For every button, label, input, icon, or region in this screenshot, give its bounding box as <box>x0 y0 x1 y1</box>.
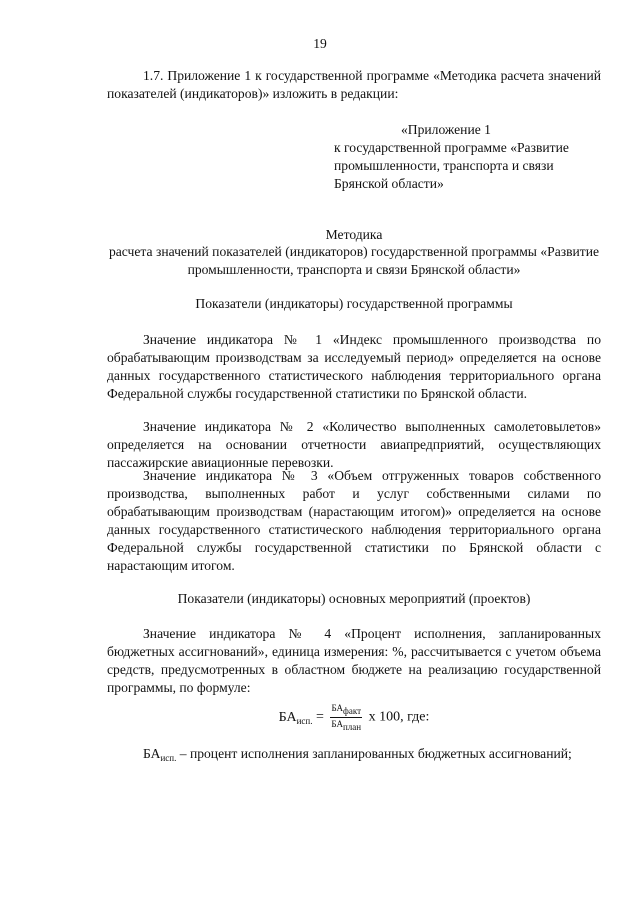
appendix-line: к государственной программе «Развитие <box>334 140 569 155</box>
formula-numerator: $БА_{факт}$ <box>331 703 362 716</box>
document-title: Методика <box>325 227 383 242</box>
appendix-reference <box>334 121 604 193</box>
indicator-paragraph: Значение индикатора № 3 «Объем отгруженных товаров собственного производства, выполненных работ и услуг собственными силами по обрабатывающим производствам (нарастающим итогом)» определяется на основе данных государственного статистического наблюдения территориального органа Федеральной службы государственной статистики по Брянской области с нарастающим итогом. <box>107 468 601 573</box>
appendix-line: «Приложение 1 <box>401 122 491 137</box>
formula-denominator: $БА_{план}$ <box>331 719 362 732</box>
section-title: Показатели (индикаторы) государственной программы <box>195 296 513 311</box>
indicator-paragraph: Значение индикатора № 1 «Индекс промышленного производства по обрабатывающим производствам за исследуемый период» определяется на основе данных государственного статистического наблюдения территориального органа Федеральной службы государственной статистики по Брянской области. <box>107 332 601 401</box>
intro-paragraph: 1.7. Приложение 1 к государственной программе «Методика расчета значений показателей (индикаторов)» изложить в редакции: <box>107 68 601 101</box>
page-number: 19 <box>313 36 327 51</box>
appendix-line: Брянской области» <box>334 176 444 191</box>
formula-equals: = <box>315 709 324 725</box>
formula-rest: х 100, где: <box>368 709 430 725</box>
indicator-paragraph: Значение индикатора № 2 «Количество выполненных самолетовылетов» определяется на основании отчетности авиапредприятий, осуществляющих пассажирские авиационные перевозки. <box>107 419 601 470</box>
document-subtitle: расчета значений показателей (индикаторов) государственной программы «Развитие промышленности, транспорта и связи Брянской области» <box>108 244 600 277</box>
section-title: Показатели (индикаторы) основных мероприятий (проектов) <box>177 591 531 606</box>
formula-lhs: $БА_{исп.}$ <box>278 709 313 726</box>
indicator-paragraph: Значение индикатора № 4 «Процент исполнения, запланированных бюджетных ассигнований», единица измерения: %, рассчитывается с учетом объема средств, предусмотренных в областном бюджете на реализацию государственной программы, по формуле: <box>107 626 601 695</box>
appendix-line: промышленности, транспорта и связи <box>334 158 554 173</box>
formula-definition: $БА_{исп.}$ – процент исполнения запланированных бюджетных ассигнований; <box>143 746 572 763</box>
formula-fraction <box>330 702 362 733</box>
formula <box>107 702 601 733</box>
